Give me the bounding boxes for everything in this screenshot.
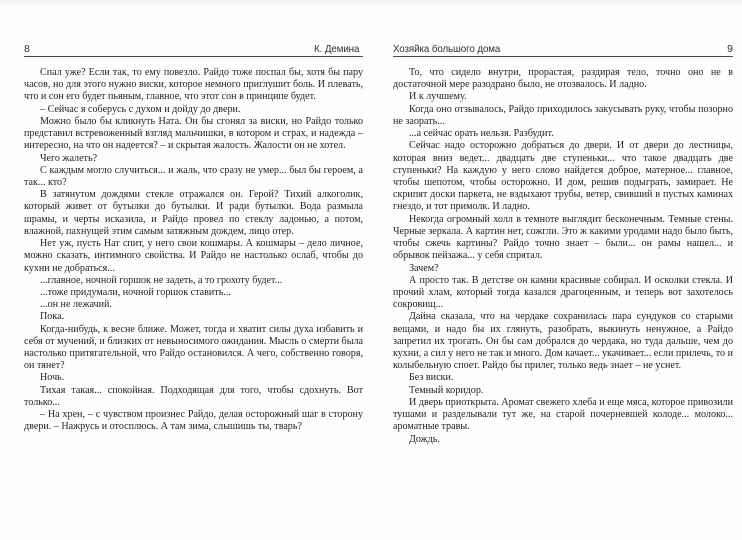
paragraph: С каждым могло случиться... и жаль, что сразу не умер... был бы героем, а так... кто? [24,164,363,188]
running-head-book-title: Хозяйка большого дома [393,42,501,55]
running-head-right [393,34,733,57]
paragraph: Спал уже? Если так, то ему повезло. Райдо тоже поспал бы, хотя бы пару часов, но для этого нужно виски, которое немного приглушит боль. И плевать, что и сон его будет пьяным, главное, что этот сон в принципе будет. [24,67,363,103]
paragraph: А просто так. В детстве он камни красивые собирал. И осколки стекла. И прочий хлам, который тогда казался драгоценным, и теперь вот захотелось сокровищ... [393,274,733,311]
running-head-author: К. Демина [314,42,360,55]
running-head-left [24,34,363,57]
paragraph: И к лучшему. [409,91,467,103]
paragraph: Без виски. [409,372,454,384]
page-number-left: 8 [24,42,30,55]
paragraph: Когда оно отзывалось, Райдо приходилось закусывать руку, чтобы позорно не заорать... [393,103,733,127]
paragraph: В затянутом дождями стекле отражался он. Герой? Тихий алкоголик, который живет от бутылки до бутылки. И ради бутылки. Вода размыла шрамы, и черты исказила, и Райдо провел по стеклу ладонью, а потом, влажной, пахнущей этим самым затяжным дождем, лицо отер. [24,189,363,237]
paragraph: Чего жалеть? [40,152,98,164]
paragraph: То, что сидело внутри, прорастая, раздирая тело, точно оно не в достаточной мере разодрано было, не отозвалось. И ладно. [393,67,733,91]
paragraph: Когда-нибудь, к весне ближе. Может, тогда и хватит силы духа избавить и себя от мучений, и близких от невыносимого ожидания. Мысль о смерти была настолько притягательной, что Райдо остановился. А чего, собственно говоря, он тянет? [24,323,363,372]
paragraph: Зачем? [409,262,439,274]
paragraph: – Сейчас я соберусь с духом и дойду до двери. [40,103,241,115]
paragraph: Пока. [40,311,65,323]
paragraph: ...а сейчас орать нельзя. Разбудит. [409,128,554,140]
paragraph: Дождь. [409,433,440,445]
paragraph: – На хрен, – с чувством произнес Райдо, делая осторожный шаг в сторону двери. – Нажрусь и отосплюсь. А там зима, слышишь ты, тварь? [24,409,363,433]
paragraph: Дайна сказала, что на чердаке сохранилась пара сундуков со старыми вещами, и надо бы их глянуть, разобрать, выкинуть ненужное, а Райдо запретил их трогать. Он бы сам добрался до чердака, но туда дальше, чем до кухни, а сил у него не так и много. Дом качает... укачивает... если прилечь, то и колыбельную споет. Райдо бы прилег, только ведь знает – не уснет. [393,311,733,372]
paragraph: ...он не лежачий. [40,299,112,311]
paragraph: Темный коридор. [409,384,484,396]
body-text-left [24,67,363,434]
paragraph: И дверь приоткрыта. Аромат свежего хлеба и еще мяса, которое привозили тушами и разделывали тут же, на старой почерневшей колоде... молоко... ароматные травы. [393,396,733,433]
body-text-right [393,67,733,446]
paragraph: Некогда огромный холл в темноте выглядит бесконечным. Темные стены. Черные зеркала. А картин нет, сожгли. Это ж какими уродами надо было быть, чтобы сжечь картины? Райдо точно знает – были... он рамы нашел... и обрывок пейзажа... у себя спрятал. [393,213,733,262]
page-number-right: 9 [727,42,733,55]
paragraph: ...тоже придумали, ночной горшок ставить... [40,286,231,298]
paragraph: Ночь. [40,372,65,384]
paragraph: Сейчас надо осторожно добраться до двери. И от двери до лестницы, которая вниз ведет... двадцать две ступеньки... что такое двадцать две ступеньки? На каждую у него слово найдется доброе, матерное... главное, чтобы шепотом, чтобы осторожно. И дом, решив подыграть, замирает. Не скрипят доски паркета, не вздыхают трубы, ветер, свивший в пустых каминах гнездо, и тот примолк. И ладно. [393,140,733,213]
paragraph: Можно было бы кликнуть Ната. Он бы сгонял за виски, но Райдо только представил встревоженный взгляд мальчишки, в котором и страх, и надежда – интересно, на что он надеется? – и скрытая жалость. Жалости он не хотел. [24,115,363,152]
paragraph: ...главное, ночной горшок не задеть, а то грохоту будет... [40,274,283,286]
page-right [371,0,742,540]
paragraph: Тихая такая... спокойная. Подходящая для того, чтобы сдохнуть. Вот только... [24,384,363,408]
paragraph: Нет уж, пусть Нат спит, у него свои кошмары. А кошмары – дело личное, можно сказать, интимного свойства. И Райдо не настолько ослаб, чтобы до кухни не добраться... [24,238,363,274]
